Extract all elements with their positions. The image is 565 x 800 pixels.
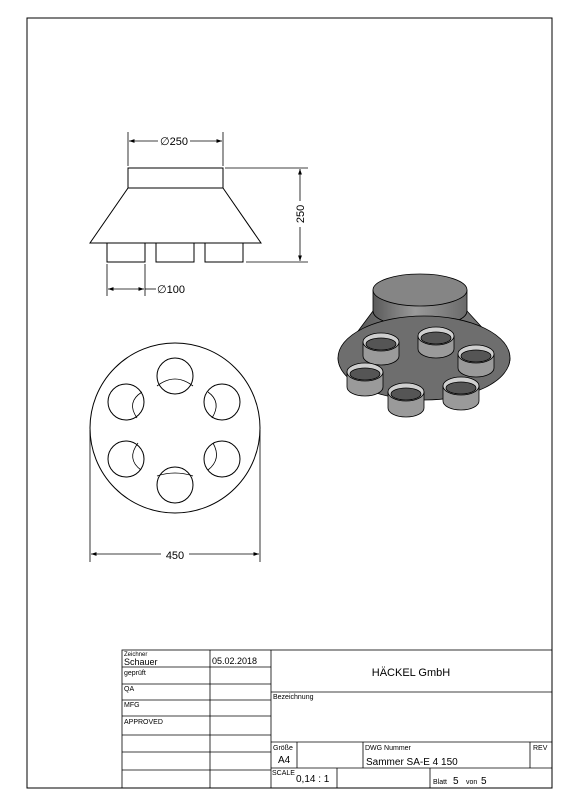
size-value: A4 [278, 755, 291, 766]
checked-label: geprüft [124, 670, 146, 677]
dim-outlet-diameter-label: ∅100 [157, 284, 185, 296]
dim-top-diameter-label: ∅250 [160, 136, 188, 148]
mfg-label: MFG [124, 702, 140, 709]
dim-outlet-diameter [107, 264, 156, 296]
sheet-label: Blatt [433, 779, 448, 786]
sheet-total: 5 [481, 776, 487, 787]
qa-label: QA [124, 686, 135, 693]
outlet-cylinder [443, 377, 479, 410]
isometric-view [338, 274, 510, 417]
dim-height-label: 250 [295, 204, 307, 224]
designation-label: Bezeichnung [273, 694, 314, 701]
outlet-cylinder [418, 327, 454, 358]
dwg-number-value: Sammer SA-E 4 150 [366, 757, 458, 768]
of-label: von [466, 779, 478, 786]
outlet-cylinder [388, 383, 424, 417]
dwg-number-label: DWG Nummer [365, 745, 411, 752]
drawing-date: 05.02.2018 [212, 656, 258, 666]
outlet-cylinder [363, 333, 399, 365]
front-view [90, 168, 261, 262]
drafter-name: Schauer [124, 657, 158, 667]
approved-label: APPROVED [124, 719, 163, 726]
dim-base-width-label: 450 [165, 550, 185, 562]
scale-value: 0,14 : 1 [296, 774, 330, 785]
size-label: Größe [273, 745, 293, 752]
outlet-cylinder [347, 363, 383, 396]
sheet-number: 5 [453, 776, 459, 787]
title-block [122, 650, 552, 788]
scale-label: SCALE [272, 770, 295, 777]
rev-label: REV [533, 745, 548, 752]
top-view [90, 343, 260, 513]
outlet-cylinder [458, 345, 494, 377]
dim-base-width [90, 430, 260, 562]
company-name: HÄCKEL GmbH [371, 667, 451, 679]
drafter-label: Zeichner [124, 652, 148, 658]
